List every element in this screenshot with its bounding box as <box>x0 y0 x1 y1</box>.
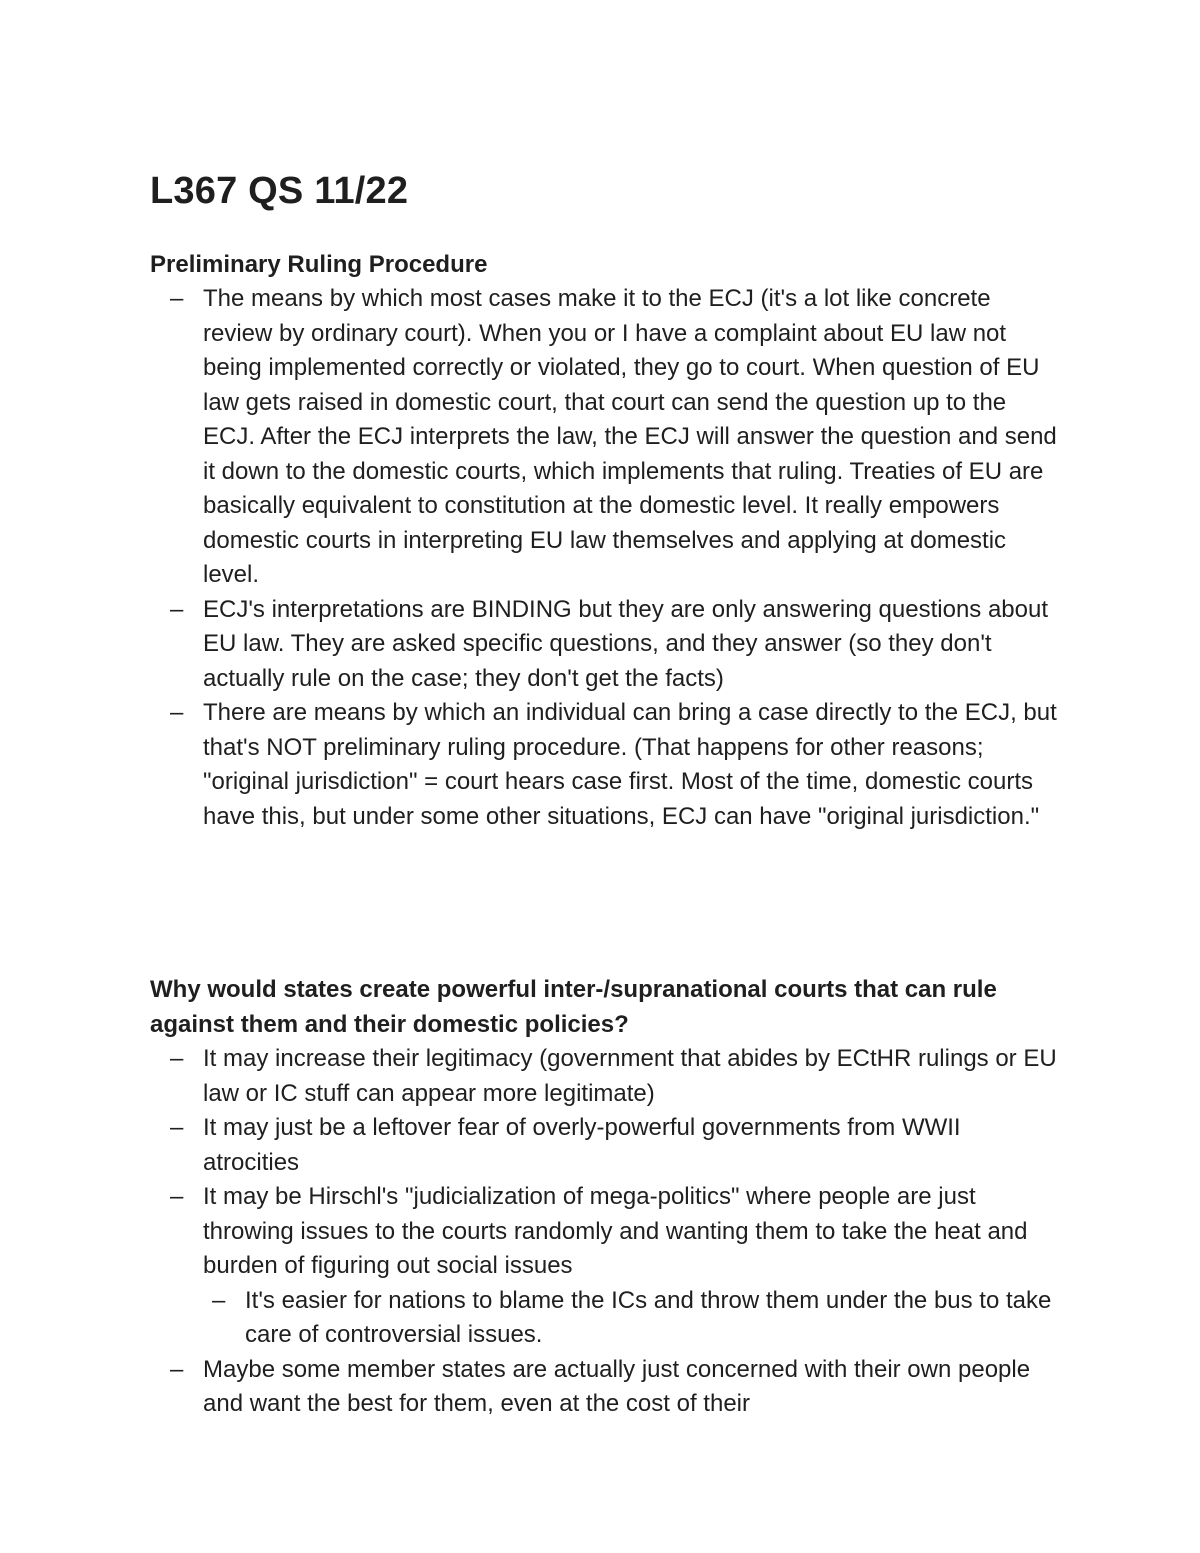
list-item <box>0 1353 1063 1422</box>
list-item <box>0 282 1063 593</box>
bullet-dash: – <box>170 595 184 623</box>
list-item-text: The means by which most cases make it to the ECJ (it's a lot like concrete review by ordinary court). When you or I have a complaint about EU law not being implemented correctly or violated, they go to court. When question of EU law gets raised in domestic court, that court can send the question up to the ECJ. After the ECJ interprets the law, the ECJ will answer the question and send it down to the domestic courts, which implements that ruling. Treaties of EU are basically equivalent to constitution at the domestic level. It really empowers domestic courts in interpreting EU law themselves and applying at domestic level. <box>203 285 1057 588</box>
bullet-dash: – <box>170 1045 184 1072</box>
bullet-dash: – <box>170 1355 184 1383</box>
bullet-dash: – <box>170 1114 184 1141</box>
list-item-text: ECJ's interpretations are BINDING but they are only answering questions about EU law. They are asked specific questions, and they answer (so they don't actually rule on the case; they don't get the facts) <box>203 595 1049 692</box>
list-item-text: It may just be a leftover fear of overly-powerful governments from WWII atrocities <box>203 1114 961 1176</box>
list-item <box>0 593 1063 697</box>
list-item-text: Maybe some member states are actually just concerned with their own people and want the best for them, even at the cost of their <box>203 1355 1031 1417</box>
bullet-dash: – <box>170 285 184 312</box>
section-heading-why-states: Why would states create powerful inter-/supranational courts that can rule against them and their domestic policies? <box>150 976 997 1038</box>
bullet-list-why-states <box>0 1042 1200 1422</box>
sub-list-item <box>0 1284 1055 1353</box>
list-item-text: It's easier for nations to blame the ICs and throw them under the bus to take care of controversial issues. <box>245 1286 1052 1348</box>
list-item-text: It may increase their legitimacy (government that abides by ECtHR rulings or EU law or IC stuff can appear more legitimate) <box>203 1045 1057 1107</box>
bullet-dash: – <box>170 1183 184 1210</box>
list-item <box>0 1180 1063 1284</box>
list-item-text: There are means by which an individual can bring a case directly to the ECJ, but that's NOT preliminary ruling procedure. (That happens for other reasons; "original jurisdiction" = court hears case first. Most of the time, domestic courts have this, but under some other situations, ECJ can have "original jurisdiction." <box>203 699 1057 830</box>
list-item <box>0 696 1063 834</box>
bullet-dash: – <box>170 699 184 726</box>
section-heading-preliminary-ruling: Preliminary Ruling Procedure <box>150 251 488 278</box>
bullet-list-preliminary-ruling <box>0 282 1200 834</box>
list-item <box>0 1111 1063 1180</box>
list-item-text: It may be Hirschl's "judicialization of mega-politics" where people are just throwing issues to the courts randomly and wanting them to take the heat and burden of figuring out social issues <box>203 1183 1028 1279</box>
list-item <box>0 1042 1063 1111</box>
bullet-dash: – <box>212 1286 226 1314</box>
page-title: L367 QS 11/22 <box>150 170 409 212</box>
